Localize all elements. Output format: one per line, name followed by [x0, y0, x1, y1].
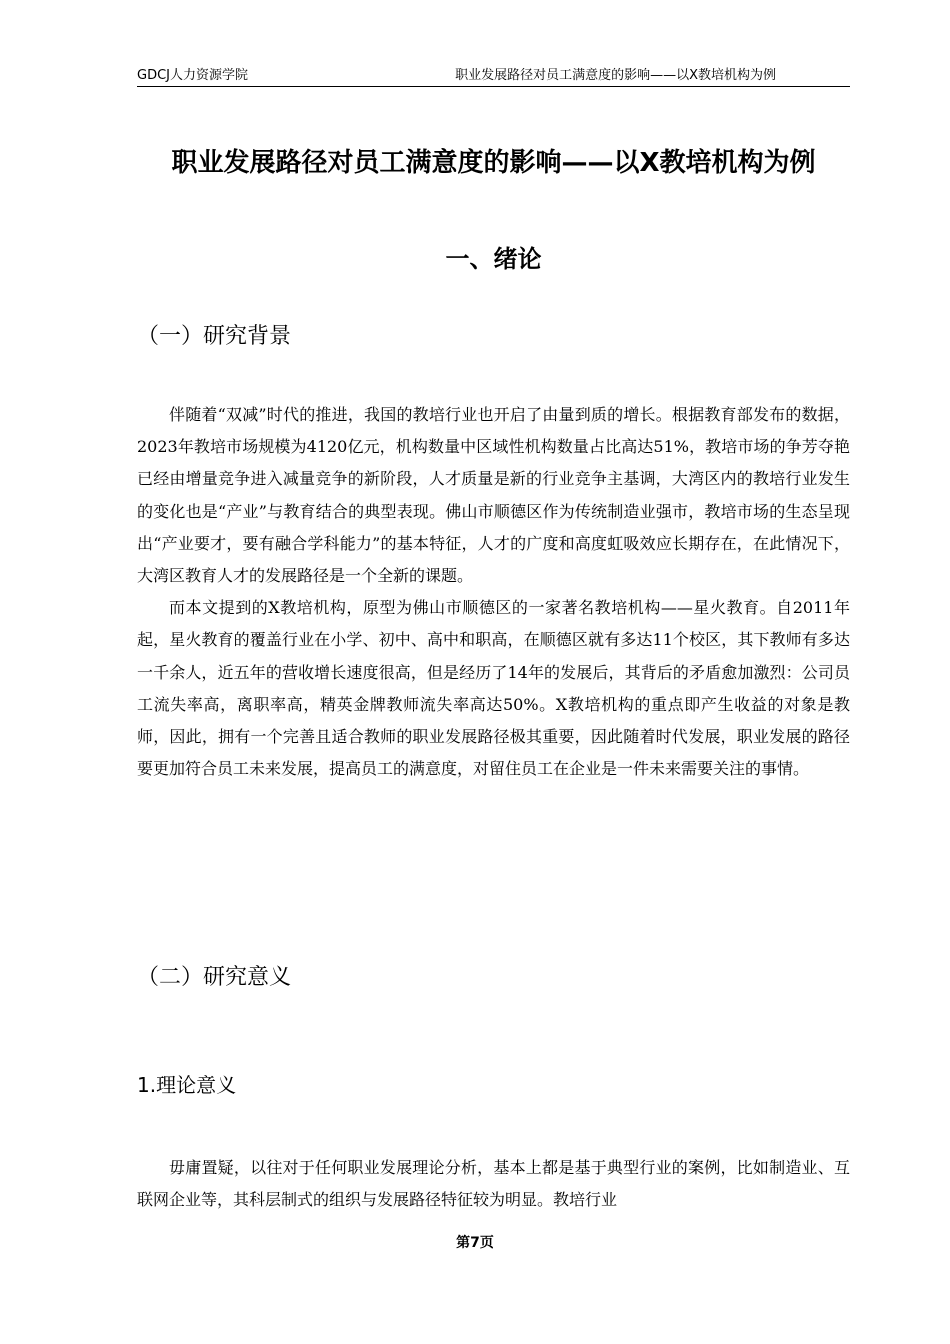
subsection-heading-theory: 1.理论意义	[137, 1073, 237, 1097]
subsection-theory-body	[137, 1152, 850, 1216]
document-title: 职业发展路径对员工满意度的影响——以X教培机构为例	[171, 148, 816, 178]
header-left-text: GDCJ人力资源学院	[137, 68, 248, 83]
chapter-title: 一、绪论	[445, 245, 542, 273]
paragraph: 毋庸置疑，以往对于任何职业发展理论分析，基本上都是基于典型行业的案例，比如制造业、互联网企业等，其科层制式的组织与发展路径特征较为明显。教培行业	[137, 1158, 850, 1210]
page-header	[137, 66, 850, 87]
section-background-body	[137, 399, 850, 785]
paragraph: 伴随着“双减”时代的推进，我国的教培行业也开启了由量到质的增长。根据教育部发布的数据，2023年教培市场规模为4120亿元，机构数量中区域性机构数量占比高达51%，教培市场的争芳夺艳已经由增量竞争进入减量竞争的新阶段，人才质量是新的行业竞争主基调，大湾区内的教培行业发生的变化也是“产业”与教育结合的典型表现。佛山市顺德区作为传统制造业强市，教培市场的生态呈现出“产业要才，要有融合学科能力”的基本特征，人才的广度和高度虹吸效应长期存在，在此情况下，大湾区教育人才的发展路径是一个全新的课题。	[137, 405, 850, 586]
section-heading-significance: （二）研究意义	[137, 965, 292, 990]
paragraph: 而本文提到的X教培机构，原型为佛山市顺德区的一家著名教培机构——星火教育。自2011年起，星火教育的覆盖行业在小学、初中、高中和职高，在顺德区就有多达11个校区，其下教师有多达一千余人，近五年的营收增长速度很高，但是经历了14年的发展后，其背后的矛盾愈加激烈：公司员工流失率高，离职率高，精英金牌教师流失率高达50%。X教培机构的重点即产生收益的对象是教师，因此，拥有一个完善且适合教师的职业发展路径极其重要，因此随着时代发展，职业发展的路径要更加符合员工未来发展，提高员工的满意度，对留住员工在企业是一件未来需要关注的事情。	[137, 598, 850, 779]
header-right-text: 职业发展路径对员工满意度的影响——以X教培机构为例	[455, 68, 776, 83]
section-heading-background: （一）研究背景	[137, 324, 292, 349]
page-number: 第7页	[456, 1235, 494, 1251]
